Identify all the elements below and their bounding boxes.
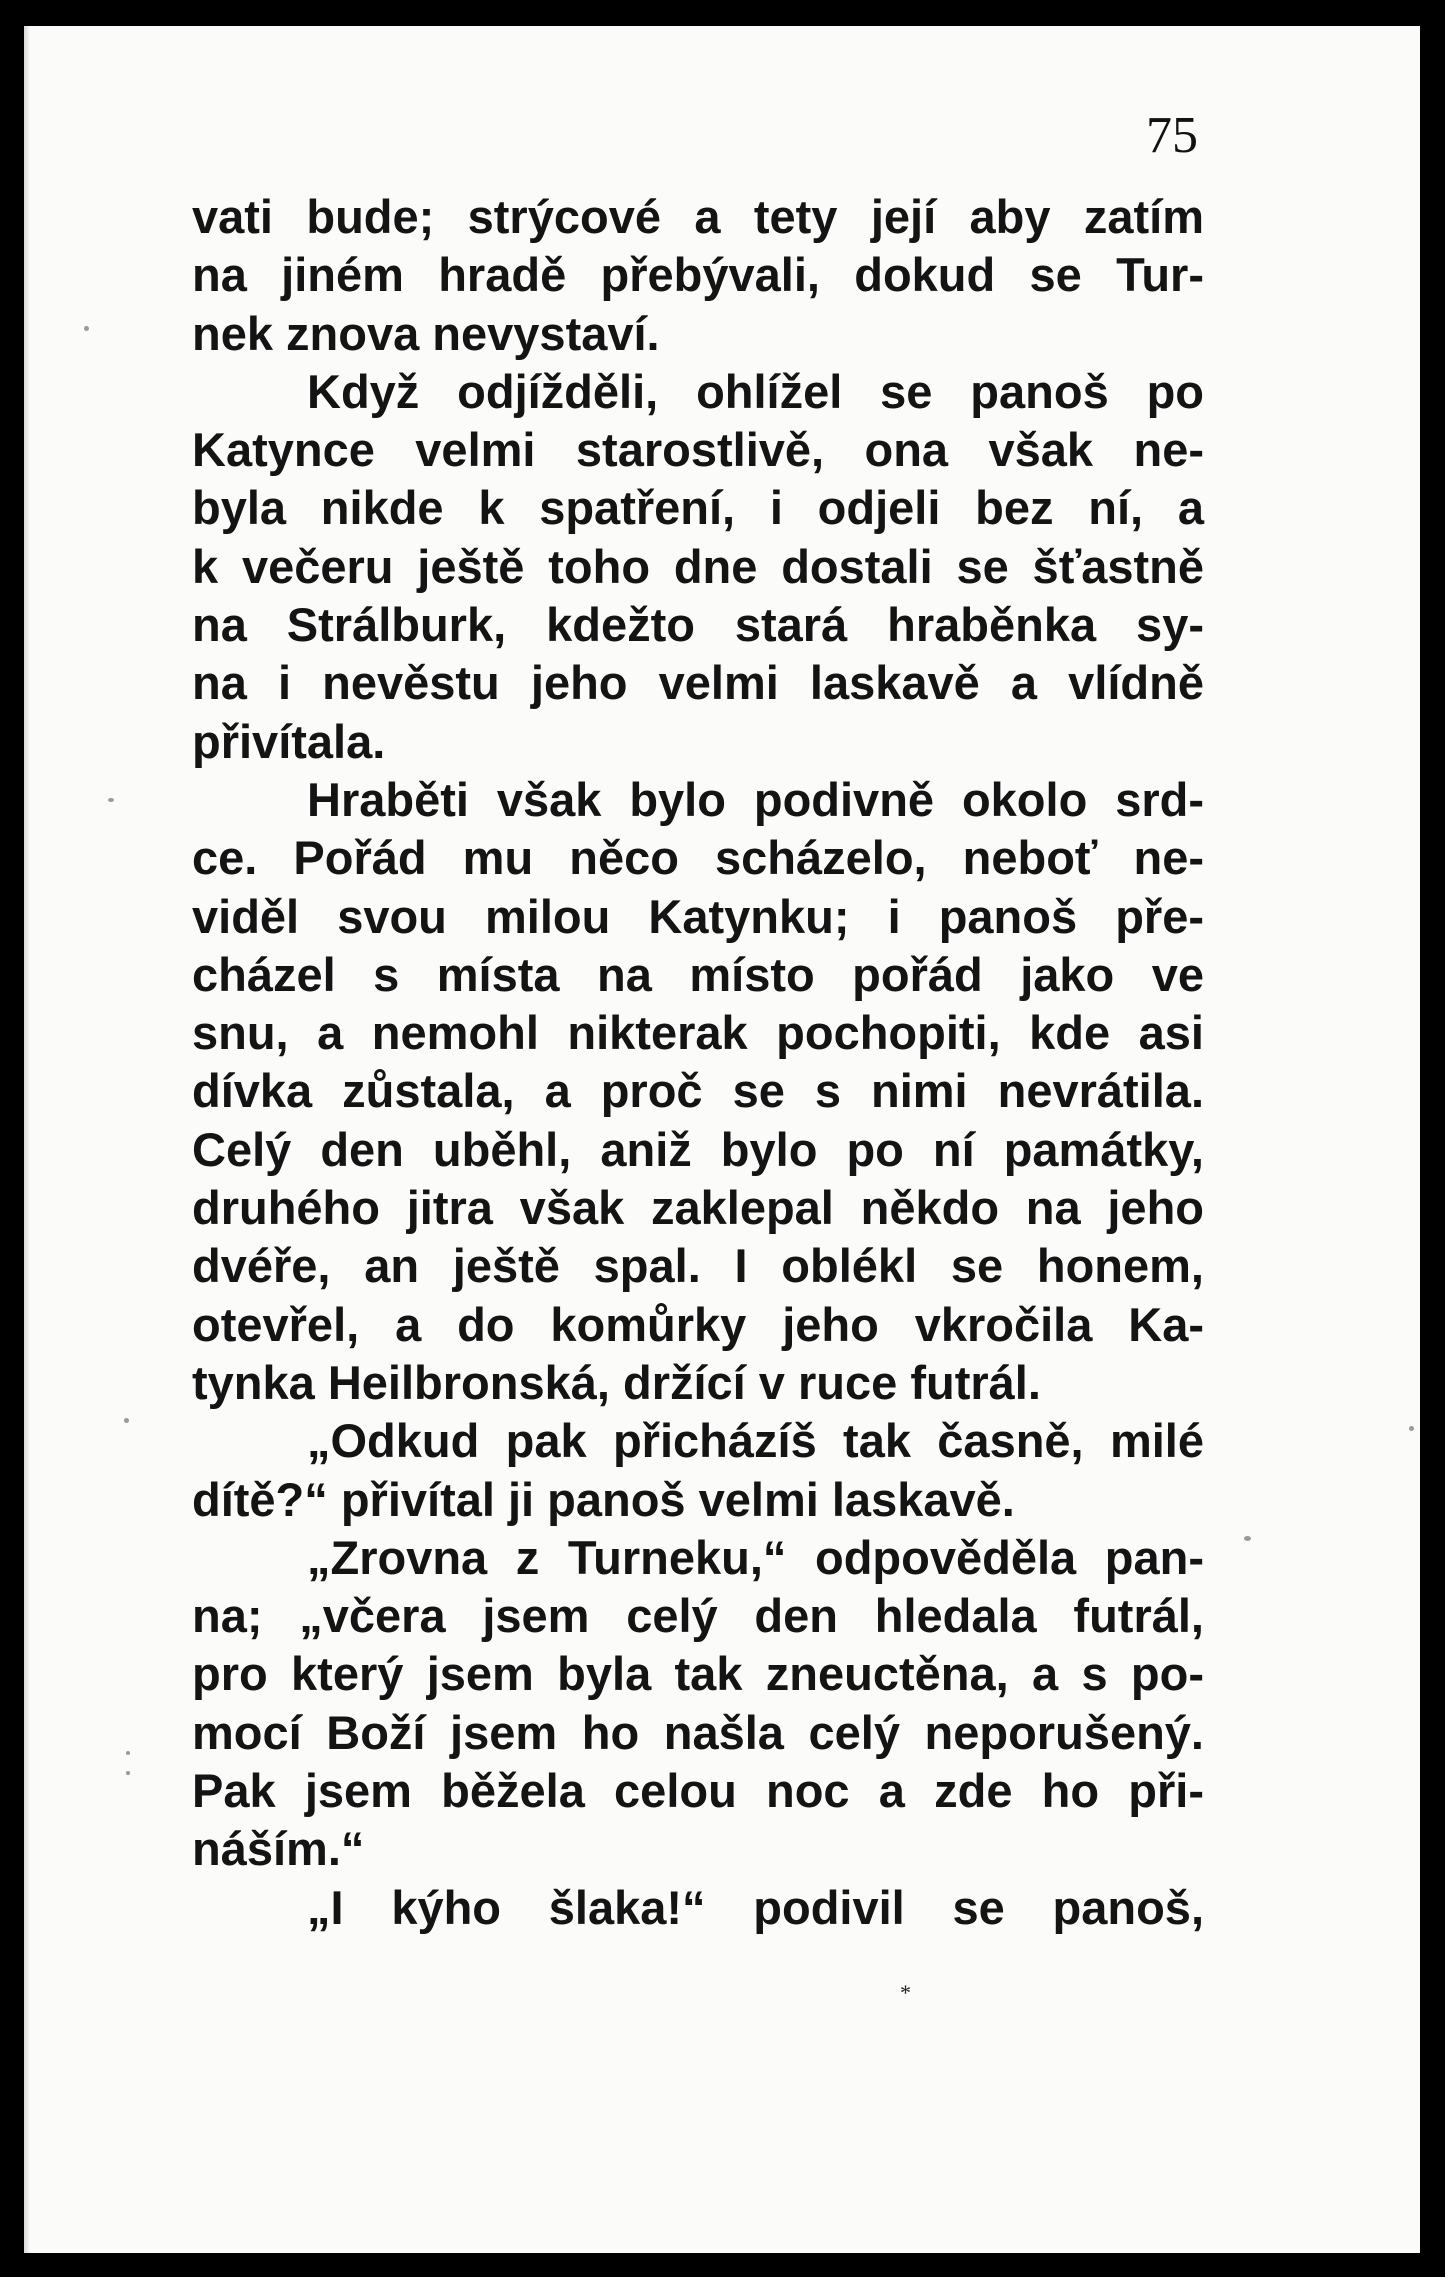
text-line: dítě?“ přivítal ji panoš velmi laskavě. — [192, 1472, 1015, 1526]
text-line: otevřel, a do komůrky jeho vkročila Ka- — [192, 1297, 1204, 1351]
text-line: Hraběti však bylo podivně okolo srd- — [307, 772, 1204, 826]
text-line: tynka Heilbronská, držící v ruce futrál. — [192, 1355, 1041, 1409]
paper-speck — [126, 1751, 130, 1755]
text-line: mocí Boží jsem ho našla celý neporušený. — [192, 1705, 1204, 1759]
text-line: dívka zůstala, a proč se s nimi nevrátila. — [192, 1064, 1204, 1118]
paper-speck — [1409, 1426, 1414, 1431]
text-line: druhého jitra však zaklepal někdo na jeho — [192, 1181, 1204, 1235]
text-line: Katynce velmi starostlivě, ona však ne- — [192, 423, 1204, 477]
text-line: náším.“ — [192, 1822, 365, 1876]
page-edge-shadow — [24, 26, 30, 2253]
paper-speck — [1244, 1536, 1251, 1541]
text-line: „Odkud pak přicházíš tak časně, milé — [307, 1414, 1204, 1468]
paper-speck — [126, 1771, 130, 1775]
body-text — [192, 188, 1204, 1937]
text-line: přivítala. — [192, 714, 386, 768]
text-line: k večeru ještě toho dne dostali se šťastně — [192, 539, 1204, 593]
text-line: „I kýho šlaka!“ podivil se panoš, — [307, 1880, 1204, 1934]
text-line: na Strálburk, kdežto stará hraběnka sy- — [192, 598, 1204, 652]
text-line: cházel s místa na místo pořád jako ve — [192, 947, 1204, 1001]
text-line: na jiném hradě přebývali, dokud se Tur- — [192, 248, 1204, 302]
text-line: dvéře, an ještě spal. I oblékl se honem, — [192, 1239, 1204, 1293]
paper-speck — [84, 326, 89, 331]
text-line: Pak jsem běžela celou noc a zde ho při- — [192, 1764, 1204, 1818]
book-page — [24, 26, 1420, 2253]
text-line: Celý den uběhl, aniž bylo po ní památky, — [192, 1122, 1204, 1176]
paper-speck — [124, 1418, 129, 1423]
text-line: na i nevěstu jeho velmi laskavě a vlídně — [192, 656, 1204, 710]
text-line: Když odjížděli, ohlížel se panoš po — [307, 364, 1204, 418]
text-line: snu, a nemohl nikterak pochopiti, kde asi — [192, 1006, 1204, 1060]
text-line: nek znova nevystaví. — [192, 306, 660, 360]
page-number: 75 — [1146, 107, 1198, 164]
text-line: pro který jsem byla tak zneuctěna, a s po- — [192, 1647, 1204, 1701]
text-line: ce. Pořád mu něco scházelo, neboť ne- — [192, 831, 1204, 885]
text-line: byla nikde k spatření, i odjeli bez ní, a — [192, 481, 1204, 535]
signature-mark: * — [900, 1980, 911, 2005]
text-line: vati bude; strýcové a tety její aby zatím — [192, 190, 1204, 243]
text-line: na; „včera jsem celý den hledala futrál, — [192, 1589, 1204, 1643]
paper-speck — [108, 798, 114, 802]
text-line: „Zrovna z Turneku,“ odpověděla pan- — [307, 1530, 1204, 1584]
text-line: viděl svou milou Katynku; i panoš pře- — [192, 889, 1204, 943]
